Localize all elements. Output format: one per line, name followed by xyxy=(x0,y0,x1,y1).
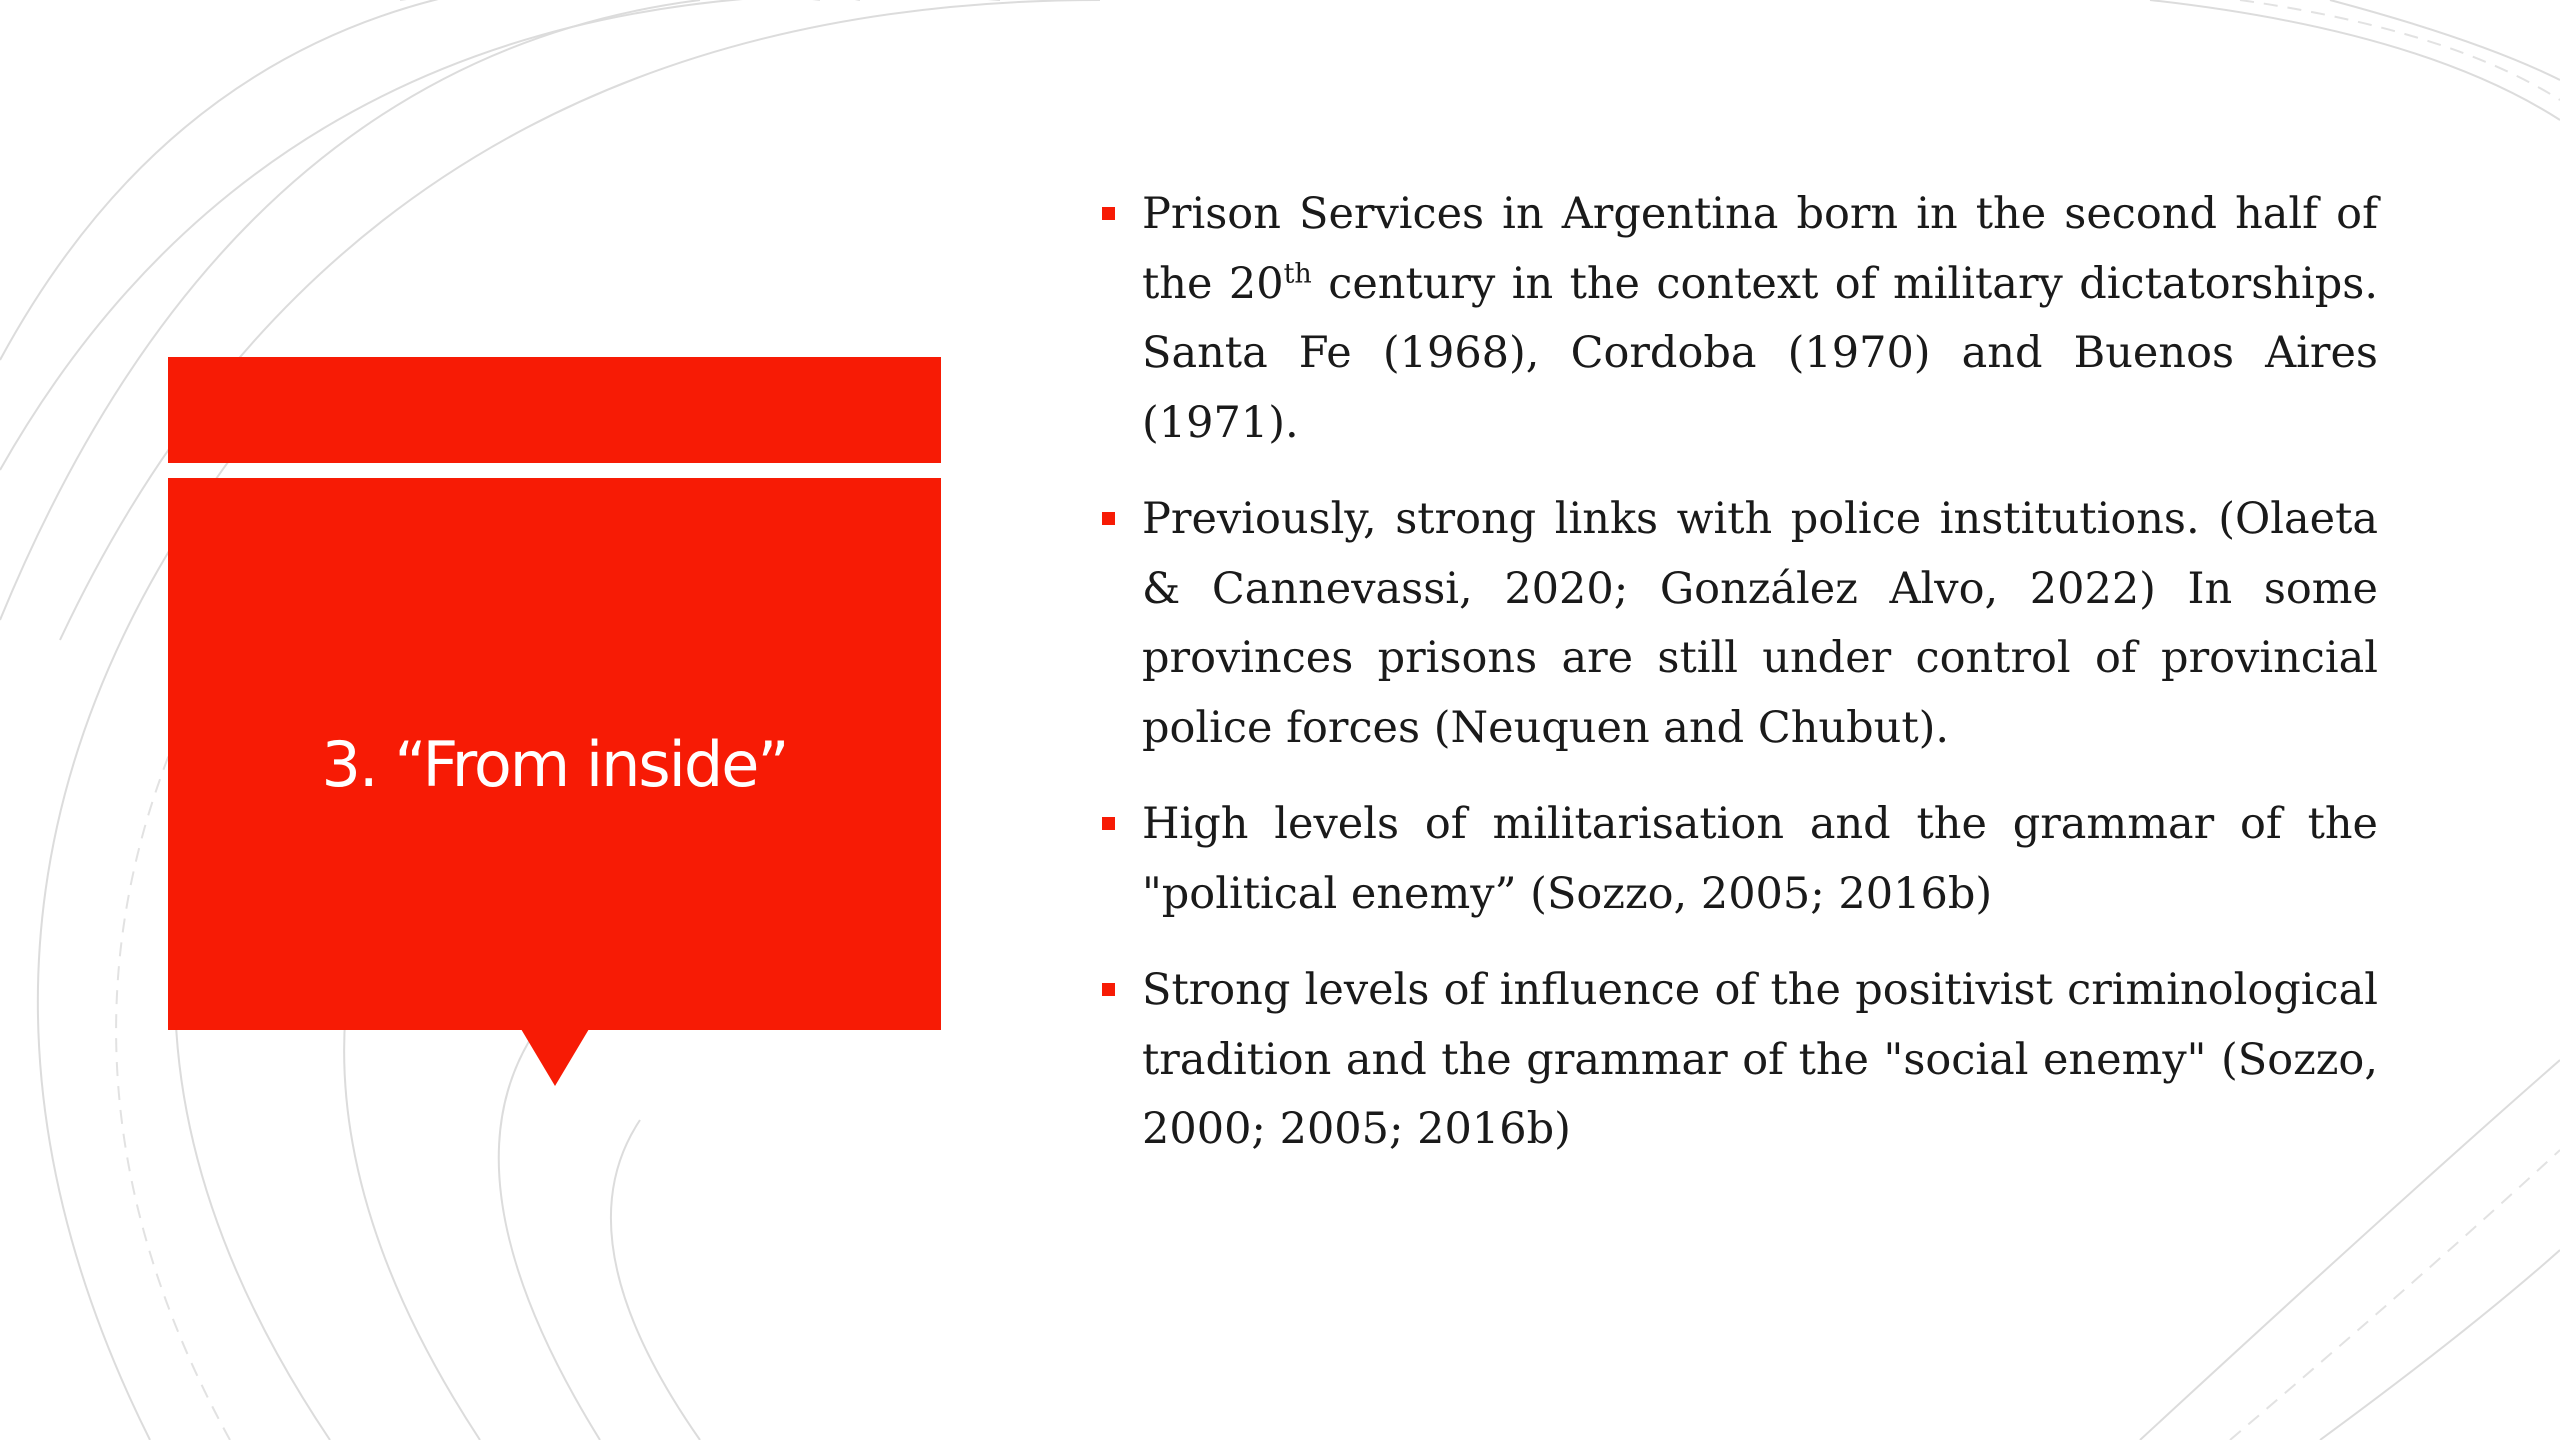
square-bullet-icon xyxy=(1102,817,1115,830)
title-box-pointer xyxy=(521,1029,589,1086)
bullet-list xyxy=(1100,180,2378,1192)
bullet-text: High levels of militarisation and the grammar of the "political enemy” (Sozzo, 2005; 2016b) xyxy=(1142,799,2378,919)
bullet-item xyxy=(1100,956,2378,1165)
title-accent-band xyxy=(168,357,941,463)
bullet-item xyxy=(1100,790,2378,929)
bullet-text: Strong levels of influence of the positivist criminological tradition and the grammar of the "social enemy" (Sozzo, 2000; 2005; 2016b) xyxy=(1142,965,2378,1154)
slide-title: 3. “From inside” xyxy=(321,727,788,801)
bullet-item xyxy=(1100,180,2378,458)
square-bullet-icon xyxy=(1102,207,1115,220)
bullet-text: Prison Services in Argentina born in the second half of the 20th century in the context of military dictatorships. Santa Fe (1968), Cordoba (1970) and Buenos Aires (1971). xyxy=(1142,189,2378,448)
square-bullet-icon xyxy=(1102,512,1115,525)
bullet-item xyxy=(1100,485,2378,763)
bullet-text: Previously, strong links with police institutions. (Olaeta & Cannevassi, 2020; González Alvo, 2022) In some provinces prisons are still under control of provincial police forces (Neuquen and Chubut). xyxy=(1142,494,2378,753)
square-bullet-icon xyxy=(1102,983,1115,996)
title-box xyxy=(168,478,941,1030)
